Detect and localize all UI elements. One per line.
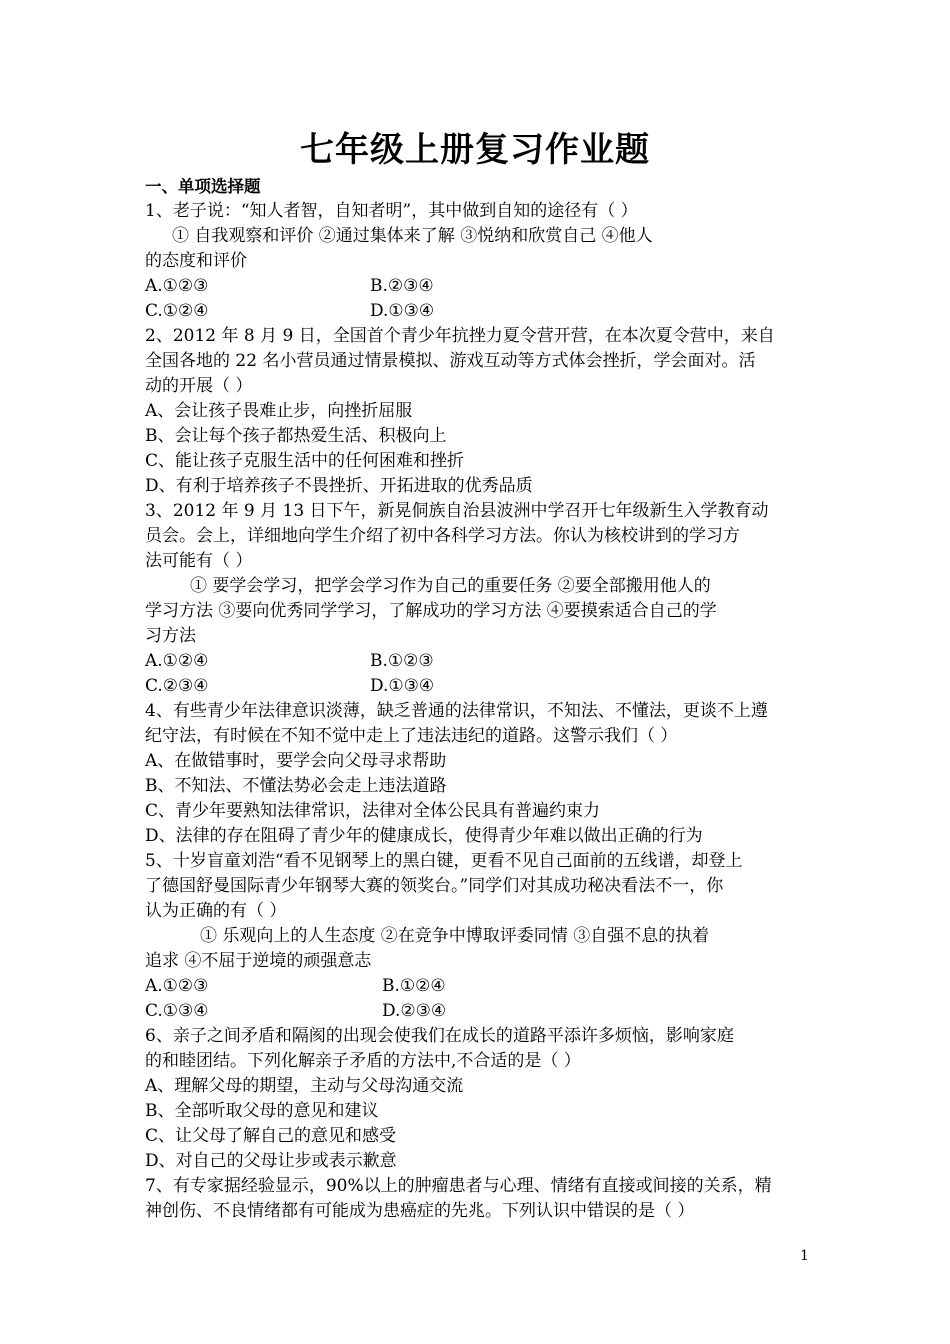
q6-stem-line-2: 的和睦团结。下列化解亲子矛盾的方法中,不合适的是（ ） xyxy=(145,1051,581,1071)
q7-stem-line-2: 神创伤、不良情绪都有可能成为患癌症的先兆。下列认识中错误的是（ ） xyxy=(145,1201,695,1221)
q1-choice-c: C.①②④ xyxy=(145,301,209,321)
q2-choice-d: D、有利于培养孩子不畏挫折、开拓进取的优秀品质 xyxy=(145,476,533,496)
q2-stem-line-3: 动的开展（ ） xyxy=(145,376,253,396)
q3-stem-line-1: 3、2012 年 9 月 13 日下午，新晃侗族自治县波洲中学召开七年级新生入学教育动 xyxy=(145,501,769,521)
q4-stem-line-2: 纪守法，有时候在不知不觉中走上了违法违纪的道路。这警示我们（ ） xyxy=(145,726,678,746)
q3-stem-line-3: 法可能有（ ） xyxy=(145,551,253,571)
q4-choice-d: D、法律的存在阻碍了青少年的健康成长，使得青少年难以做出正确的行为 xyxy=(145,826,703,846)
q5-options-line-2: 追求 ④不屈于逆境的顽强意志 xyxy=(145,951,372,971)
q6-choice-a: A、理解父母的期望，主动与父母沟通交流 xyxy=(145,1076,464,1096)
q5-choice-a: A.①②③ xyxy=(145,976,209,996)
q3-options-line-3: 习方法 xyxy=(145,626,196,646)
q6-stem-line-1: 6、亲子之间矛盾和隔阂的出现会使我们在成长的道路平添许多烦恼，影响家庭 xyxy=(145,1026,734,1046)
q2-choice-b: B、会让每个孩子都热爱生活、积极向上 xyxy=(145,426,447,446)
q1-choice-a: A.①②③ xyxy=(145,276,209,296)
q1-stem: 1、老子说：“知人者智，自知者明”，其中做到自知的途径有（ ） xyxy=(145,201,638,221)
q5-options-line-1: ① 乐观向上的人生态度 ②在竞争中博取评委同情 ③自强不息的执着 xyxy=(200,926,710,946)
q4-choice-c: C、青少年要熟知法律常识，法律对全体公民具有普遍约束力 xyxy=(145,801,601,821)
page-number: 1 xyxy=(800,1248,809,1264)
q5-stem-line-1: 5、十岁盲童刘浩“看不见钢琴上的黑白键，更看不见自己面前的五线谱，却登上 xyxy=(145,851,743,871)
page-title: 七年级上册复习作业题 xyxy=(300,130,650,170)
q7-stem-line-1: 7、有专家据经验显示，90%以上的肿瘤患者与心理、情绪有直接或间接的关系，精 xyxy=(145,1176,772,1196)
q3-choice-d: D.①③④ xyxy=(370,676,435,696)
q4-stem-line-1: 4、有些青少年法律意识淡薄，缺乏普通的法律常识，不知法、不懂法，更谈不上遵 xyxy=(145,701,768,721)
q3-stem-line-2: 员会。会上，详细地向学生介绍了初中各科学习方法。你认为核校讲到的学习方 xyxy=(145,526,740,546)
q3-options-line-1: ① 要学会学习，把学会学习作为自己的重要任务 ②要全部搬用他人的 xyxy=(190,576,711,596)
q6-choice-c: C、让父母了解自己的意见和感受 xyxy=(145,1126,397,1146)
q4-choice-b: B、不知法、不懂法势必会走上违法道路 xyxy=(145,776,447,796)
q1-choice-b: B.②③④ xyxy=(370,276,434,296)
q4-choice-a: A、在做错事时，要学会向父母寻求帮助 xyxy=(145,751,447,771)
q2-stem-line-1: 2、2012 年 8 月 9 日，全国首个青少年抗挫力夏令营开营，在本次夏令营中，来自 xyxy=(145,326,775,346)
q6-choice-b: B、全部听取父母的意见和建议 xyxy=(145,1101,379,1121)
q5-stem-line-3: 认为正确的有（ ） xyxy=(145,901,287,921)
q2-choice-a: A、会让孩子畏难止步，向挫折屈服 xyxy=(145,401,413,421)
q2-choice-c: C、能让孩子克服生活中的任何困难和挫折 xyxy=(145,451,465,471)
q1-options-line-2: 的态度和评价 xyxy=(145,251,247,271)
q3-choice-c: C.②③④ xyxy=(145,676,209,696)
q5-stem-line-2: 了德国舒曼国际青少年钢琴大赛的领奖台。”同学们对其成功秘决看法不一，你 xyxy=(145,876,724,896)
q1-options-line-1: ① 自我观察和评价 ②通过集体来了解 ③悦纳和欣赏自己 ④他人 xyxy=(172,226,653,246)
q5-choice-c: C.①③④ xyxy=(145,1001,209,1021)
q6-choice-d: D、对自己的父母让步或表示歉意 xyxy=(145,1151,397,1171)
q3-choice-a: A.①②④ xyxy=(145,651,209,671)
q3-options-line-2: 学习方法 ③要向优秀同学学习，了解成功的学习方法 ④要摸索适合自己的学 xyxy=(145,601,717,621)
q5-choice-b: B.①②④ xyxy=(382,976,446,996)
q5-choice-d: D.②③④ xyxy=(382,1001,447,1021)
q2-stem-line-2: 全国各地的 22 名小营员通过情景模拟、游戏互动等方式体会挫折，学会面对。活 xyxy=(145,351,756,371)
q1-choice-d: D.①③④ xyxy=(370,301,435,321)
q3-choice-b: B.①②③ xyxy=(370,651,434,671)
section-heading: 一、单项选择题 xyxy=(145,177,261,196)
